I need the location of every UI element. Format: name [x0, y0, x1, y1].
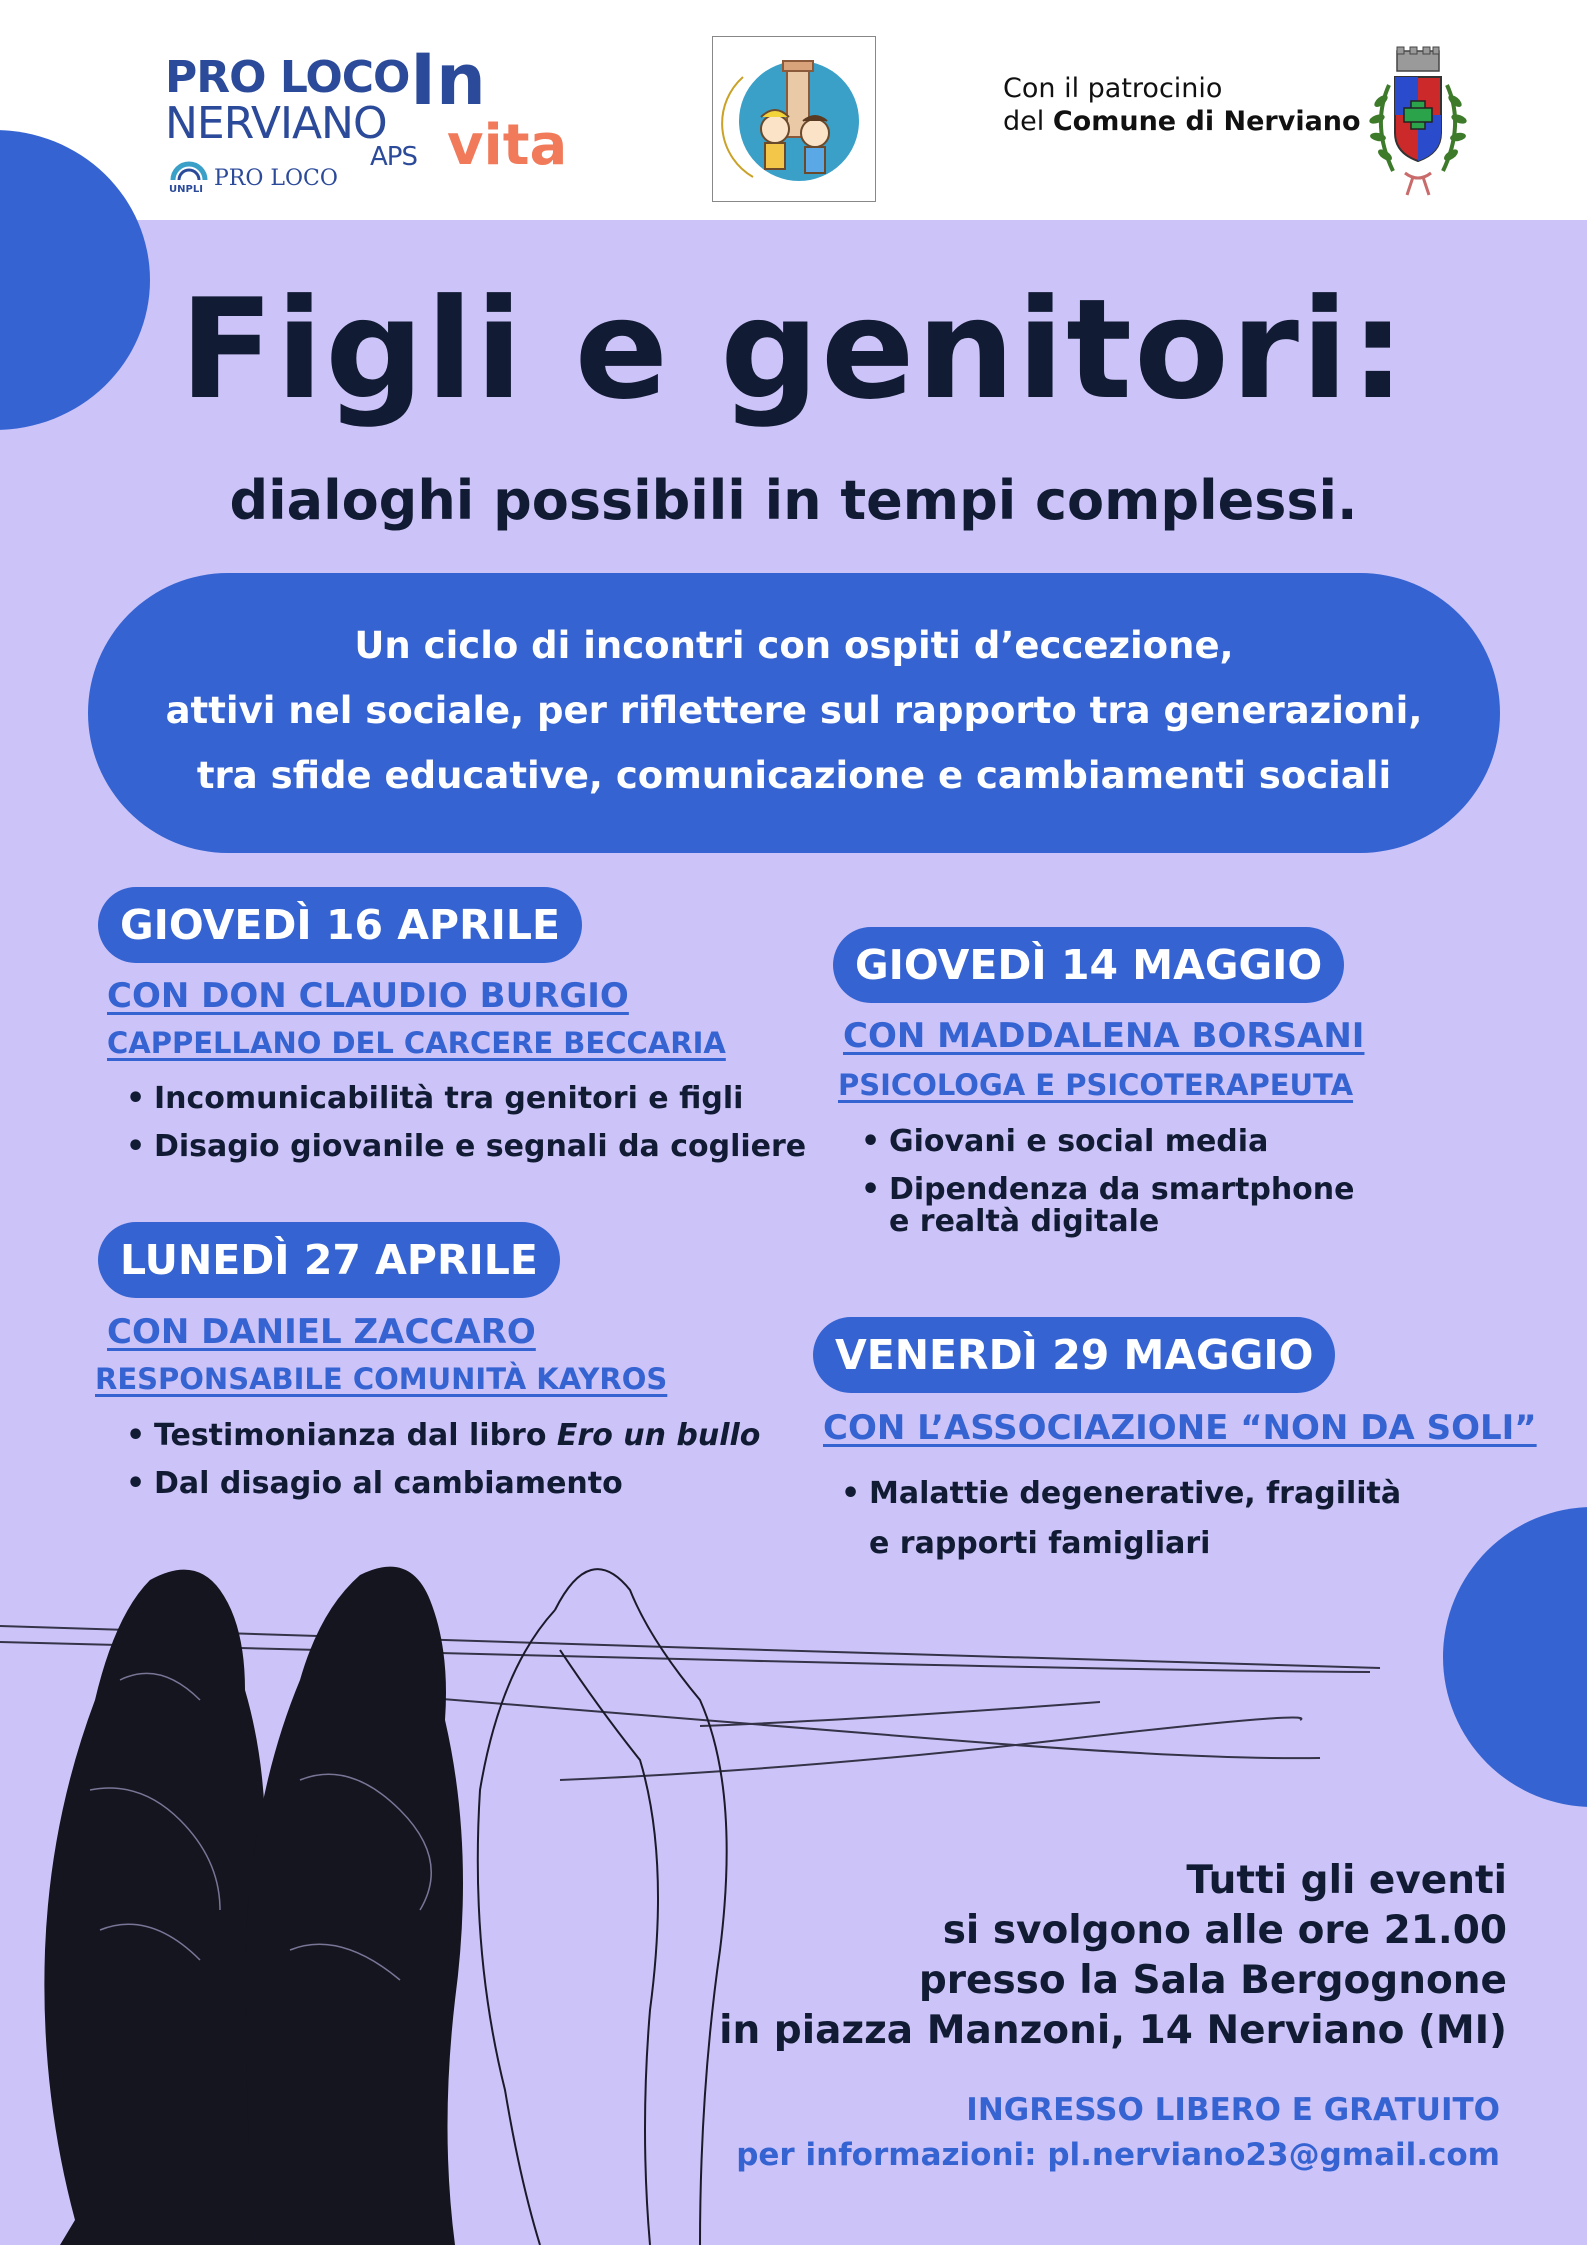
- event-date-16-aprile: GIOVEDÌ 16 APRILE: [98, 887, 582, 963]
- bullet-continuation: e rapporti famigliari: [869, 1526, 1211, 1561]
- event-date-27-aprile: LUNEDÌ 27 APRILE: [98, 1222, 560, 1298]
- intro-line-2: attivi nel sociale, per riflettere sul rapporto tra generazioni,: [165, 689, 1423, 732]
- bullet-text: Testimonianza dal libro: [154, 1418, 557, 1453]
- book-title: Ero un bullo: [556, 1418, 761, 1453]
- event-speaker-non-da-soli: CON L’ASSOCIAZIONE “NON DA SOLI”: [823, 1408, 1537, 1448]
- patrocinio-comune: Comune di Nerviano: [1052, 106, 1361, 137]
- event-date-29-maggio: VENERDÌ 29 MAGGIO: [813, 1317, 1335, 1393]
- logo-aps: APS: [370, 142, 417, 172]
- decor-circle-right: [1443, 1507, 1587, 1807]
- coat-of-arms-icon: [1355, 45, 1480, 205]
- free-entry-note: INGRESSO LIBERO E GRATUITO: [966, 2092, 1500, 2128]
- bullet-item: [122, 1412, 760, 1460]
- bullet-item: • Dal disagio al cambiamento: [122, 1460, 760, 1508]
- bullet-item: • Incomunicabilità tra genitori e figli: [122, 1075, 806, 1123]
- intro-banner: [88, 573, 1500, 853]
- header-bar: [0, 0, 1587, 220]
- event-role-burgio: CAPPELLANO DEL CARCERE BECCARIA: [107, 1026, 726, 1060]
- bullet-text: Malattie degenerative, fragilità: [869, 1476, 1402, 1511]
- proloco-nerviano-logo: [165, 39, 568, 205]
- event-role-zaccaro: RESPONSABILE COMUNITÀ KAYROS: [95, 1362, 668, 1396]
- info-line-4: in piazza Manzoni, 14 Nerviano (MI): [719, 2008, 1507, 2053]
- unpli-label: UNPLI: [169, 184, 203, 195]
- event-bullets-borsani: [857, 1118, 1355, 1240]
- info-line-1: Tutti gli eventi: [1186, 1858, 1507, 1903]
- event-info: [700, 1856, 1507, 2056]
- event-bullets-zaccaro: [122, 1412, 760, 1508]
- bullet-item: • Giovani e social media: [857, 1118, 1355, 1166]
- event-speaker-zaccaro: CON DANIEL ZACCARO: [107, 1312, 536, 1352]
- bullet-text: Dipendenza da smartphone: [889, 1172, 1355, 1207]
- intro-line-1: Un ciclo di incontri con ospiti d’eccezione,: [354, 624, 1234, 667]
- children-tower-logo-icon: [712, 36, 876, 202]
- event-role-borsani: PSICOLOGA E PSICOTERAPEUTA: [838, 1068, 1354, 1102]
- event-speaker-borsani: CON MADDALENA BORSANI: [843, 1016, 1365, 1056]
- bullet-continuation: e realtà digitale: [889, 1204, 1160, 1239]
- logo-line-nerviano: NERVIANO: [165, 98, 387, 149]
- patrocinio-line2: [1003, 105, 1363, 138]
- children-tower-drawing: [713, 37, 875, 201]
- event-speaker-burgio: CON DON CLAUDIO BURGIO: [107, 976, 629, 1016]
- patrocinio-line1: Con il patrocinio: [1003, 73, 1223, 104]
- intro-text: [88, 613, 1500, 808]
- proloco-small-label: PRO LOCO: [214, 166, 338, 191]
- logo-vita: vita: [447, 113, 568, 178]
- event-date-14-maggio: GIOVEDÌ 14 MAGGIO: [833, 927, 1344, 1003]
- page-title: Figli e genitori:: [179, 269, 1408, 430]
- patrocinio-del: del: [1003, 106, 1045, 137]
- intro-line-3: tra sfide educative, comunicazione e cambiamenti sociali: [196, 754, 1392, 797]
- info-line-2: si svolgono alle ore 21.00: [942, 1908, 1507, 1953]
- logo-line-proloco: PRO LOCO: [165, 52, 410, 103]
- patrocinio-text: [1003, 72, 1363, 138]
- bullet-item: [857, 1166, 1355, 1240]
- page-subtitle: dialoghi possibili in tempi complessi.: [229, 469, 1358, 532]
- bullet-item: • Disagio giovanile e segnali da cogliere: [122, 1123, 806, 1171]
- contact-email[interactable]: per informazioni: pl.nerviano23@gmail.com: [736, 2137, 1500, 2173]
- info-line-3: presso la Sala Bergognone: [918, 1958, 1507, 2003]
- event-bullets-burgio: [122, 1075, 806, 1171]
- logo-sublogos: [169, 158, 339, 198]
- logo-in: In: [410, 39, 486, 121]
